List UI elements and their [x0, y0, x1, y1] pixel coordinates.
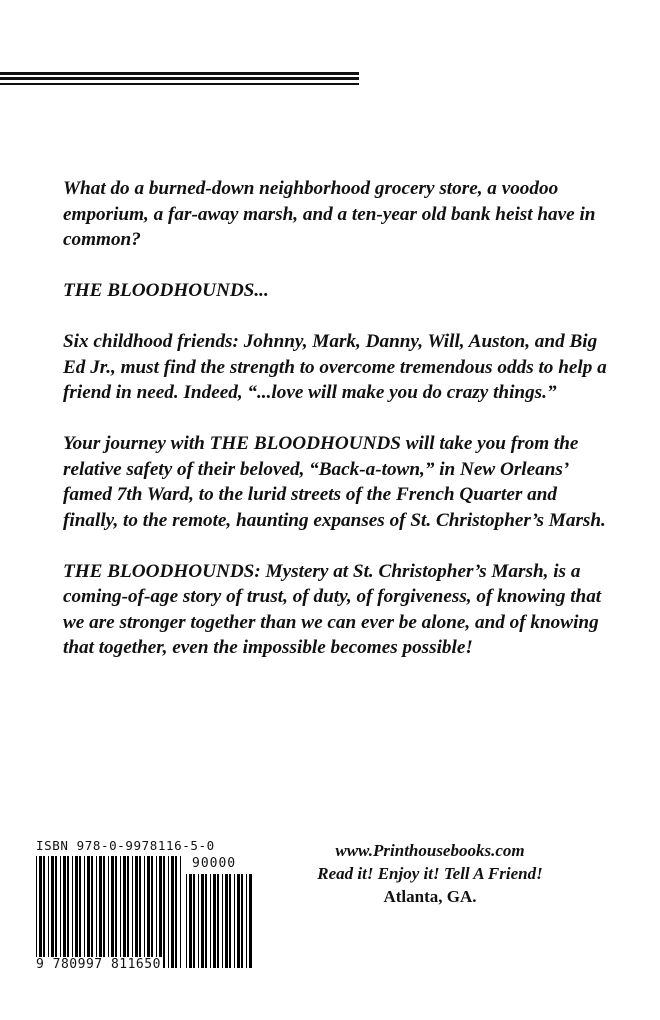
barcode-bar	[79, 856, 81, 968]
barcode-bar	[96, 856, 97, 968]
back-cover-blurb	[63, 176, 608, 686]
publisher-city: Atlanta, GA.	[383, 887, 477, 906]
barcode-bar	[115, 856, 117, 968]
publisher-website: www.Printhousebooks.com	[335, 841, 525, 860]
blurb-paragraph-5: THE BLOODHOUNDS: Mystery at St. Christopher’s Marsh, is a coming-of-age story of trust, of duty, of forgiveness, of knowing that we are stronger together than we can ever be alone, and of knowing that together, even the impossible becomes possible!	[63, 560, 602, 658]
barcode-bar	[87, 856, 90, 968]
barcode-bar	[241, 874, 243, 968]
blurb-paragraph-4: Your journey with THE BLOODHOUNDS will take you from the relative safety of their beloved, “Back-a-town,” in New Orleans’ famed 7th Ward, to the lurid streets of the French Quarter and finally, to the remote, haunting expanses of St. Christopher’s Marsh.	[63, 433, 606, 531]
decorative-rules	[0, 72, 359, 85]
barcode-bar	[175, 856, 177, 968]
barcode-bar	[189, 874, 192, 968]
barcode-bar	[55, 856, 57, 968]
barcode-bar	[111, 856, 114, 968]
barcode-bar	[123, 856, 126, 968]
barcode-bar	[108, 856, 109, 968]
barcode-bar	[217, 874, 219, 968]
price-addon-barcode-bars	[186, 874, 252, 968]
barcode-bar	[91, 856, 93, 968]
barcode-digits: 9 780997 811650	[36, 957, 161, 972]
barcode-bar	[43, 856, 45, 968]
barcode-bar	[144, 856, 145, 968]
barcode-bar	[168, 856, 169, 968]
barcode-bar	[186, 874, 187, 968]
barcode-bar	[222, 874, 223, 968]
barcode-bar	[103, 856, 105, 968]
rule-line	[0, 83, 359, 85]
barcode-bar	[72, 856, 73, 968]
barcode-bar	[127, 856, 129, 968]
isbn-barcode	[36, 838, 266, 976]
blurb-paragraph-3: Six childhood friends: Johnny, Mark, Danny, Will, Auston, and Big Ed Jr., must find the strength to overcome tremendous odds to help a friend in need. Indeed, “...love will make you do crazy things.”	[63, 331, 607, 403]
barcode-bar	[156, 856, 157, 968]
publisher-info	[300, 839, 560, 908]
barcode-bar	[237, 874, 240, 968]
barcode-bar	[210, 874, 211, 968]
blurb-paragraph-1: What do a burned-down neighborhood grocery store, a voodoo emporium, a far-away marsh, and a ten-year old bank heist have in common?	[63, 178, 596, 250]
barcode-bar	[229, 874, 231, 968]
addon-digits: 90000	[192, 856, 237, 871]
barcode-bar	[60, 856, 61, 968]
barcode-bar	[249, 874, 252, 968]
barcode-bar	[171, 856, 174, 968]
barcode-bar	[205, 874, 207, 968]
barcode-bar	[163, 856, 165, 968]
rule-line	[0, 72, 359, 75]
barcode-bar	[39, 856, 42, 968]
barcode-bar	[135, 856, 138, 968]
barcode-bar	[147, 856, 150, 968]
rule-line	[0, 77, 359, 80]
barcode-bar	[201, 874, 204, 968]
barcode-bar	[99, 856, 102, 968]
barcode-bar	[36, 856, 37, 968]
barcode-bar	[139, 856, 141, 968]
ean13-barcode-bars	[36, 856, 182, 968]
barcode-bar	[159, 856, 162, 968]
barcode-bar	[193, 874, 195, 968]
isbn-label: ISBN 978-0-9978116-5-0	[36, 838, 215, 853]
publisher-tagline: Read it! Enjoy it! Tell A Friend!	[317, 864, 543, 883]
barcode-bar	[234, 874, 235, 968]
barcode-bar	[48, 856, 49, 968]
barcode-bar	[225, 874, 228, 968]
barcode-bar	[67, 856, 69, 968]
barcode-bar	[246, 874, 247, 968]
barcode-bar	[63, 856, 66, 968]
barcode-bar	[75, 856, 78, 968]
barcode-bar	[151, 856, 153, 968]
blurb-paragraph-2: THE BLOODHOUNDS...	[63, 280, 269, 301]
barcode-bar	[84, 856, 85, 968]
barcode-bar	[198, 874, 199, 968]
barcode-bar	[120, 856, 121, 968]
barcode-bar	[132, 856, 133, 968]
barcode-bar	[213, 874, 216, 968]
barcode-bar	[180, 856, 181, 968]
barcode-bar	[51, 856, 54, 968]
